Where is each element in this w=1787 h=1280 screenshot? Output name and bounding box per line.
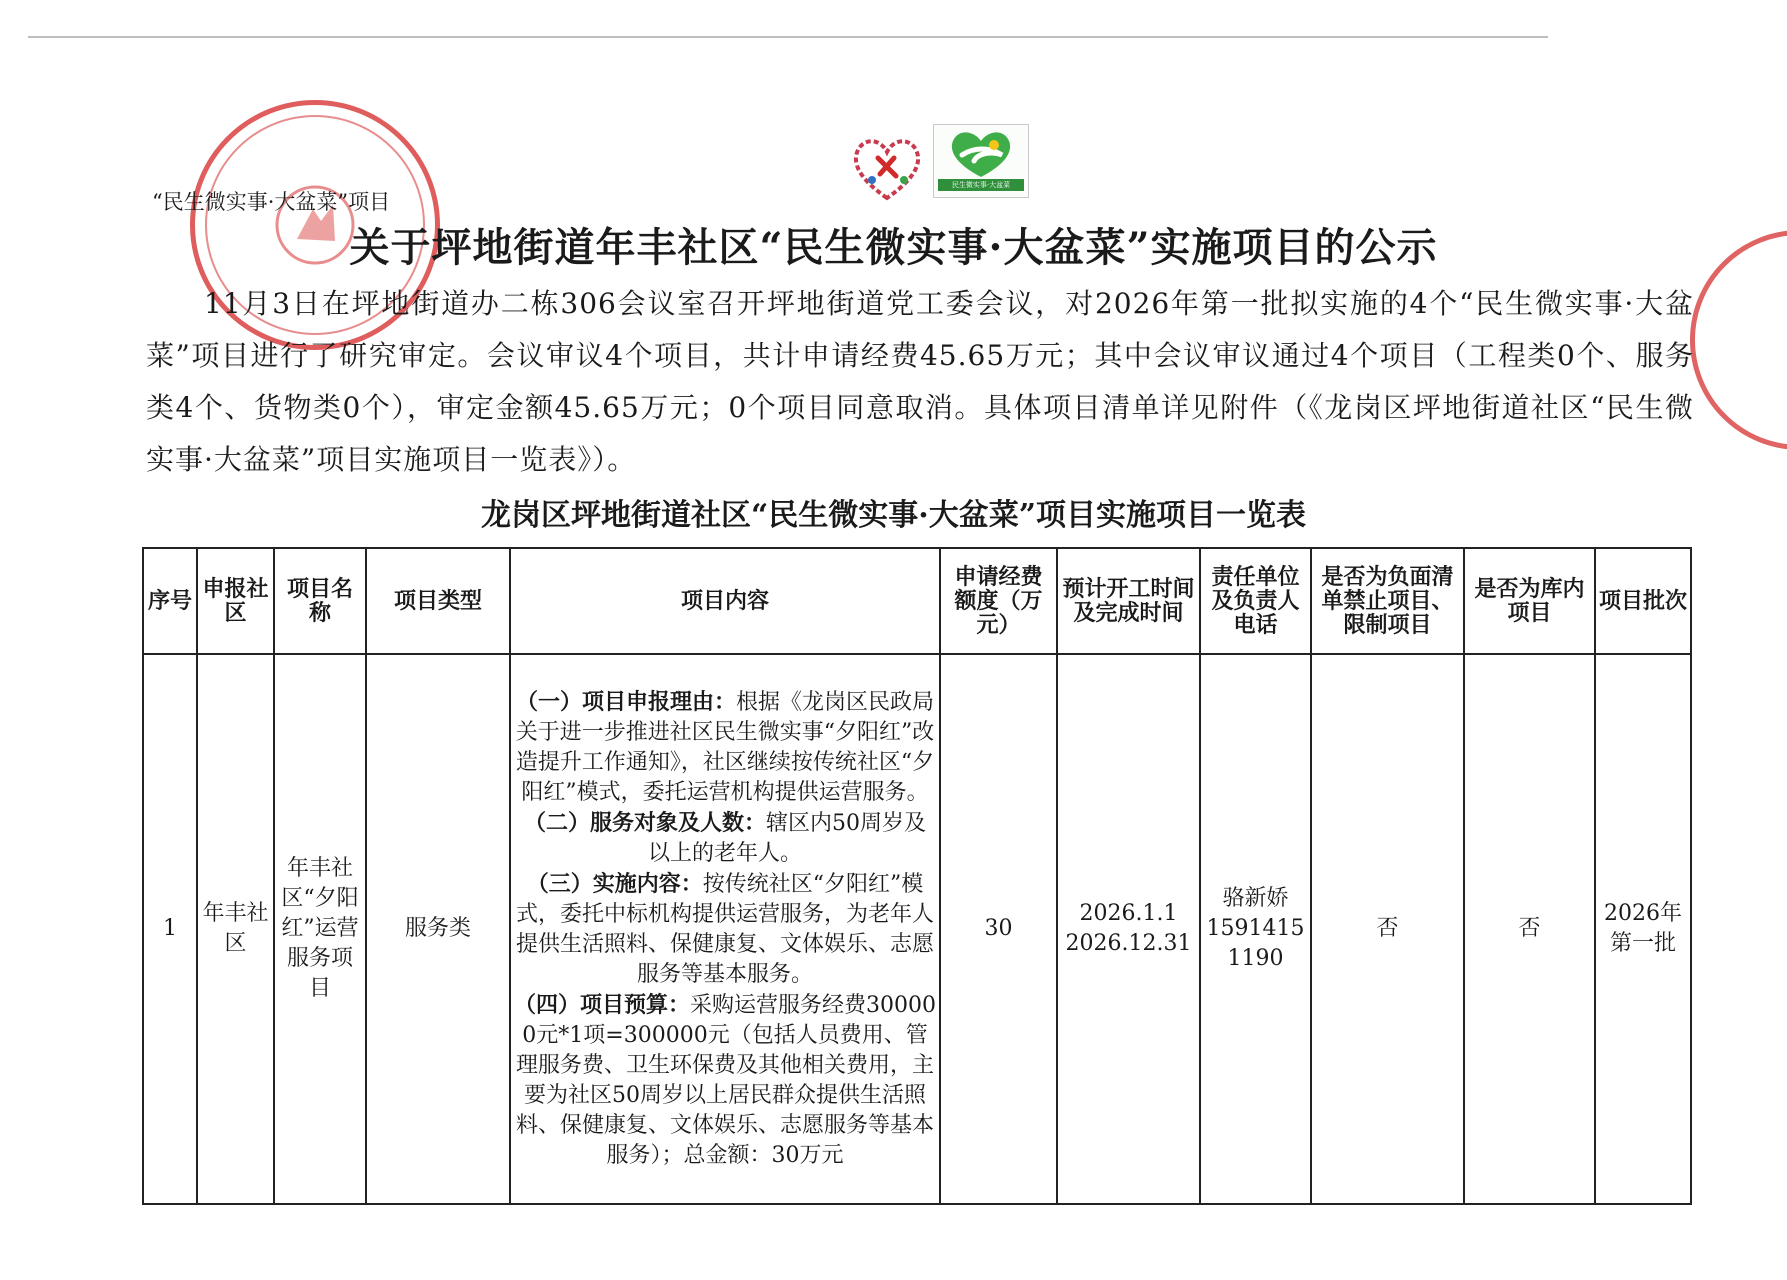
content-section-implementation-label: （三）实施内容：	[526, 871, 703, 897]
scan-border-line	[28, 36, 1548, 38]
header-community: 申报社区	[197, 548, 274, 654]
page-title: 关于坪地街道年丰社区“民生微实事·大盆菜”实施项目的公示	[349, 224, 1438, 271]
table-header-row	[143, 548, 1691, 654]
cell-negative-list: 否	[1311, 654, 1464, 1204]
responsible-name: 骆新娇	[1222, 886, 1289, 911]
cell-community: 年丰社区	[197, 654, 274, 1204]
table-title: 龙岗区坪地街道社区“民生微实事·大盆菜”项目实施项目一览表	[481, 498, 1306, 533]
heart-party-logo-icon	[848, 132, 926, 204]
cell-funding: 30	[940, 654, 1057, 1204]
cell-type: 服务类	[366, 654, 510, 1204]
header-in-library: 是否为库内项目	[1464, 548, 1595, 654]
project-tag: “民生微实事·大盆菜”项目	[152, 190, 391, 214]
table-row	[143, 654, 1691, 1204]
content-section-implementation-text: 按传统社区“夕阳红”模式，委托中标机构提供运营服务，为老年人提供生活照料、保健康复、文体娱乐、志愿服务等基本服务。	[515, 872, 934, 987]
header-content: 项目内容	[510, 548, 940, 654]
announcement-paragraph: 11月3日在坪地街道办二栋306会议室召开坪地街道党工委会议，对2026年第一批拟实施的4个“民生微实事·大盆菜”项目进行了研究审定。会议审议4个项目，共计申请经费45.65万元；其中会议审议通过4个项目（工程类0个、服务类4个、货物类0个），审定金额45.65万元；0个项目同意取消。具体项目清单详见附件（《龙岗区坪地街道社区“民生微实事·大盆菜”项目实施项目一览表》）。	[146, 287, 1694, 476]
content-section-budget	[514, 990, 936, 1171]
cell-schedule	[1057, 654, 1200, 1204]
schedule-start: 2026.1.1	[1079, 901, 1178, 926]
content-section-target-label: （二）服务对象及人数：	[523, 810, 766, 836]
content-section-reason-text: 根据《龙岗区民政局关于进一步推进社区民生微实事“夕阳红”改造提升工作通知》，社区继续按传统社区“夕阳红”模式，委托运营机构提供运营服务。	[515, 690, 935, 805]
cell-batch: 2026年第一批	[1595, 654, 1691, 1204]
header-seq: 序号	[143, 548, 197, 654]
content-section-target-text: 辖区内50周岁及以上的老年人。	[647, 811, 926, 866]
header-negative-list: 是否为负面清单禁止项目、限制项目	[1311, 548, 1464, 654]
content-section-reason	[514, 687, 936, 808]
schedule-end: 2026.12.31	[1065, 931, 1192, 956]
project-list-table	[142, 547, 1692, 1205]
header-batch: 项目批次	[1595, 548, 1691, 654]
cell-responsible	[1200, 654, 1311, 1204]
cell-in-library: 否	[1464, 654, 1595, 1204]
responsible-phone: 15914151190	[1206, 916, 1305, 971]
cell-seq: 1	[143, 654, 197, 1204]
content-section-budget-label: （四）项目预算：	[514, 992, 691, 1018]
header-funding: 申请经费额度（万元）	[940, 548, 1057, 654]
header-schedule: 预计开工时间及完成时间	[1057, 548, 1200, 654]
cell-content	[510, 654, 940, 1204]
minsheng-weishishi-logo-icon	[933, 124, 1029, 198]
logo-caption: 民生微实事·大盆菜	[938, 179, 1024, 191]
content-section-implementation	[514, 869, 936, 990]
header-type: 项目类型	[366, 548, 510, 654]
logo-heart-graphic	[934, 125, 1028, 181]
header-name: 项目名称	[274, 548, 366, 654]
content-section-reason-label: （一）项目申报理由：	[515, 689, 736, 715]
content-section-budget-text: 采购运营服务经费300000元*1项=300000元（包括人员费用、管理服务费、卫生环保费及其他相关费用，主要为社区50周岁以上居民群众提供生活照料、保健康复、文体娱乐、志愿服务等基本服务）；总金额：30万元	[515, 993, 937, 1168]
header-responsible: 责任单位及负责人电话	[1200, 548, 1311, 654]
content-section-target	[514, 808, 936, 869]
cell-name: 年丰社区“夕阳红”运营服务项目	[274, 654, 366, 1204]
